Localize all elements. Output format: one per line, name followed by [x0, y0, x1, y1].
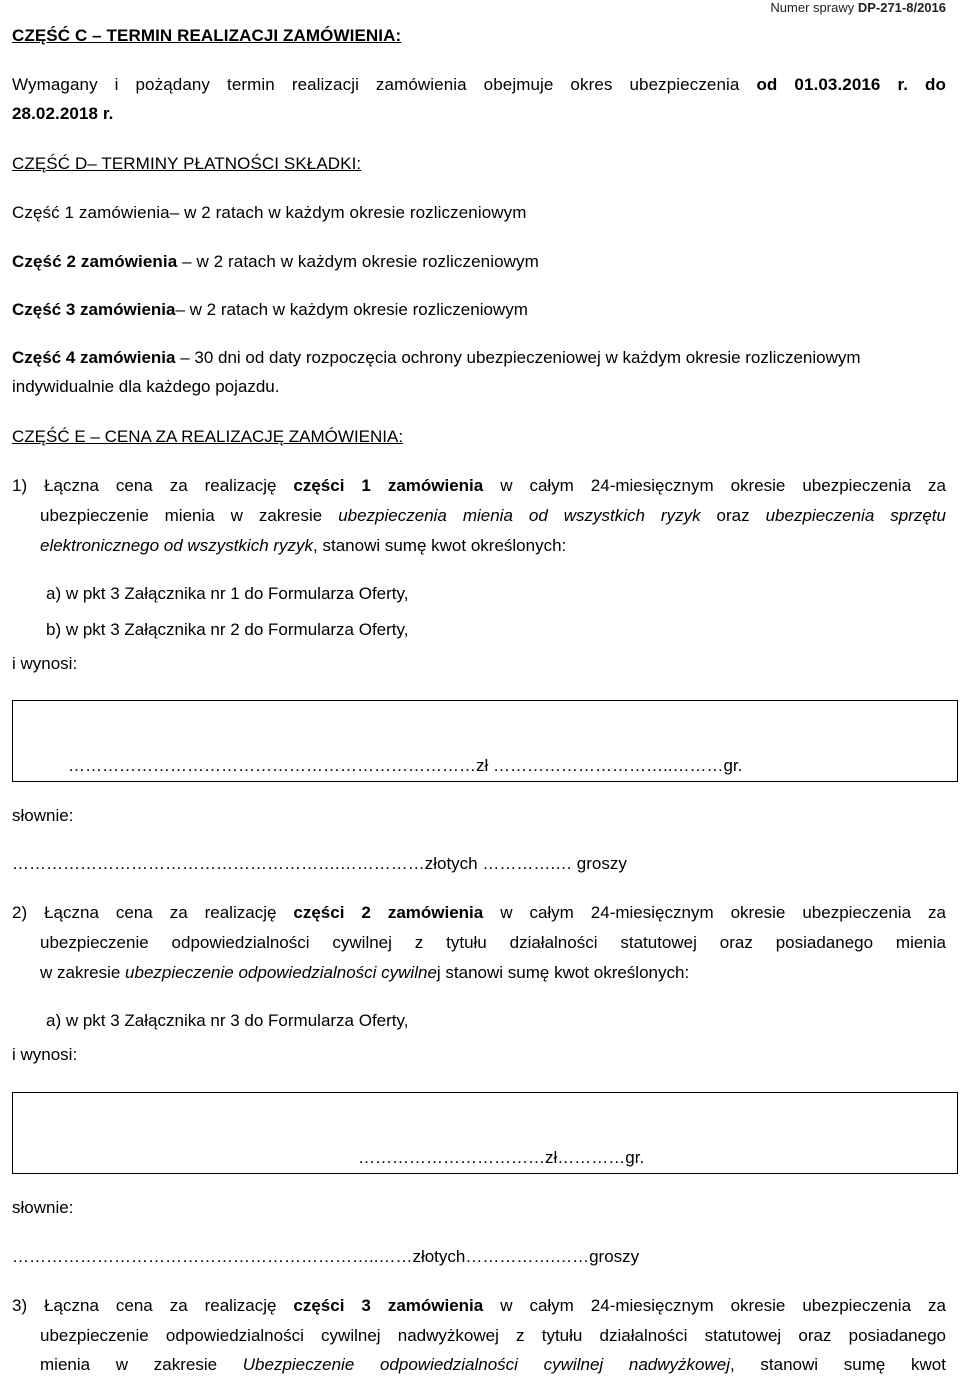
part-d-item-4-cont: indywidualnie dla każdego pojazdu. — [12, 377, 280, 396]
part-d-item-4-text: – 30 dni od daty rozpoczęcia ochrony ubezpieczeniowej w każdym okresie rozliczeniowym — [175, 348, 861, 367]
part-d-item-2-text: – w 2 ratach w każdym okresie rozliczeniowym — [177, 252, 539, 271]
p1-part-label: części 1 zamówienia — [293, 476, 484, 495]
p2-intro: 2) Łączna cena za realizację — [12, 903, 277, 922]
p1-period: w całym 24-miesięcznym okresie ubezpieczenia za — [500, 476, 946, 495]
p1-electronic: elektronicznego od wszystkich ryzyk — [40, 536, 314, 555]
p1-sum-text: , stanowi sumę kwot określonych: — [313, 536, 567, 555]
part-c-text: Wymagany i pożądany termin realizacji zamówienia obejmuje okres ubezpieczenia — [12, 75, 740, 94]
p1-words: ………………………………………………….……………złotych ………….… groszy — [12, 854, 627, 873]
p1-line1 — [12, 476, 946, 496]
p1-line2 — [40, 506, 946, 526]
p1-equipment: ubezpieczenia sprzętu — [765, 506, 946, 525]
part-d-item-4 — [12, 348, 946, 368]
p2-line1 — [12, 903, 946, 923]
part-c-date-to: 28.02.2018 r. — [12, 104, 114, 123]
p2-period: w całym 24-miesięcznym okresie ubezpieczenia za — [500, 903, 946, 922]
part-d-item-4-label: Część 4 zamówienia — [12, 348, 176, 367]
p1-line3 — [40, 536, 566, 556]
p3-intro: 3) Łączna cena za realizację — [12, 1296, 277, 1315]
p2-line2: ubezpieczenie odpowiedzialności cywilnej z tytułu działalności statutowej oraz posiadanego mienia — [40, 933, 946, 952]
p2-part-label: części 2 zamówienia — [293, 903, 484, 922]
p3-line1 — [12, 1296, 946, 1316]
part-d-item-3-text: – w 2 ratach w każdym okresie rozliczeniowym — [175, 300, 528, 319]
p1-slownie-label: słownie: — [12, 806, 74, 825]
p2-line3 — [40, 963, 689, 983]
part-d-item-1 — [12, 203, 527, 223]
part-d-heading: CZĘŚĆ D– TERMINY PŁATNOŚCI SKŁADKI: — [12, 154, 362, 173]
p1-intro: 1) Łączna cena za realizację — [12, 476, 277, 495]
p2-item-a: a) w pkt 3 Załącznika nr 3 do Formularza Oferty, — [46, 1011, 409, 1030]
p1-item-b: b) w pkt 3 Załącznika nr 2 do Formularza Oferty, — [46, 620, 409, 639]
case-number-value: DP-271-8/2016 — [857, 0, 946, 15]
p2-wynosi: i wynosi: — [12, 1045, 78, 1064]
p2-sum-text: j stanowi sumę kwot określonych: — [436, 963, 690, 982]
case-number — [770, 0, 946, 15]
part-d-item-1-label: Część 1 zamówienia — [12, 203, 170, 222]
part-c-line1 — [12, 75, 946, 95]
part-c-heading: CZĘŚĆ C – TERMIN REALIZACJI ZAMÓWIENIA: — [12, 26, 402, 45]
p3-scope-italic: Ubezpieczenie odpowiedzialności cywilnej nadwyżkowej — [242, 1355, 730, 1374]
p2-slownie-label: słownie: — [12, 1198, 74, 1217]
p1-and: oraz — [716, 506, 750, 525]
p3-part-label: części 3 zamówienia — [293, 1296, 484, 1315]
part-d-item-2-label: Część 2 zamówienia — [12, 252, 178, 271]
p1-item-a: a) w pkt 3 Załącznika nr 1 do Formularza Oferty, — [46, 584, 409, 603]
part-d-item-3 — [12, 300, 528, 320]
part-d-item-1-text: – w 2 ratach w każdym okresie rozliczeniowym — [169, 203, 527, 222]
p2-words: ………………………………………………………..……złotych…………….……groszy — [12, 1247, 640, 1266]
part-e-heading: CZĘŚĆ E – CENA ZA REALIZACJĘ ZAMÓWIENIA: — [12, 427, 404, 446]
p3-scope: mienia w zakresie — [40, 1355, 218, 1374]
part-d-item-2 — [12, 252, 539, 272]
p2-scope-italic: ubezpieczenie odpowiedzialności cywilne — [125, 963, 437, 982]
part-d-item-3-label: Część 3 zamówienia — [12, 300, 176, 319]
p2-scope: w zakresie — [40, 963, 121, 982]
p1-wynosi: i wynosi: — [12, 654, 78, 673]
p2-amount: ……………………………zł…………gr. — [358, 1148, 645, 1167]
p1-scope-italic: ubezpieczenia mienia od wszystkich ryzyk — [338, 506, 701, 525]
p1-amount: ………………………………………………………………zł …………………………..………gr. — [68, 756, 743, 775]
p1-scope: ubezpieczenie mienia w zakresie — [40, 506, 323, 525]
p3-line2: ubezpieczenie odpowiedzialności cywilnej nadwyżkowej z tytułu działalności statutowej oraz posiadanego — [40, 1326, 946, 1345]
case-label: Numer sprawy — [770, 0, 855, 15]
p3-period: w całym 24-miesięcznym okresie ubezpieczenia za — [500, 1296, 946, 1315]
part-c-date-from: od 01.03.2016 r. do — [756, 75, 947, 94]
p3-sum-text: , stanowi sumę kwot — [729, 1355, 946, 1374]
p3-line3 — [40, 1355, 946, 1375]
